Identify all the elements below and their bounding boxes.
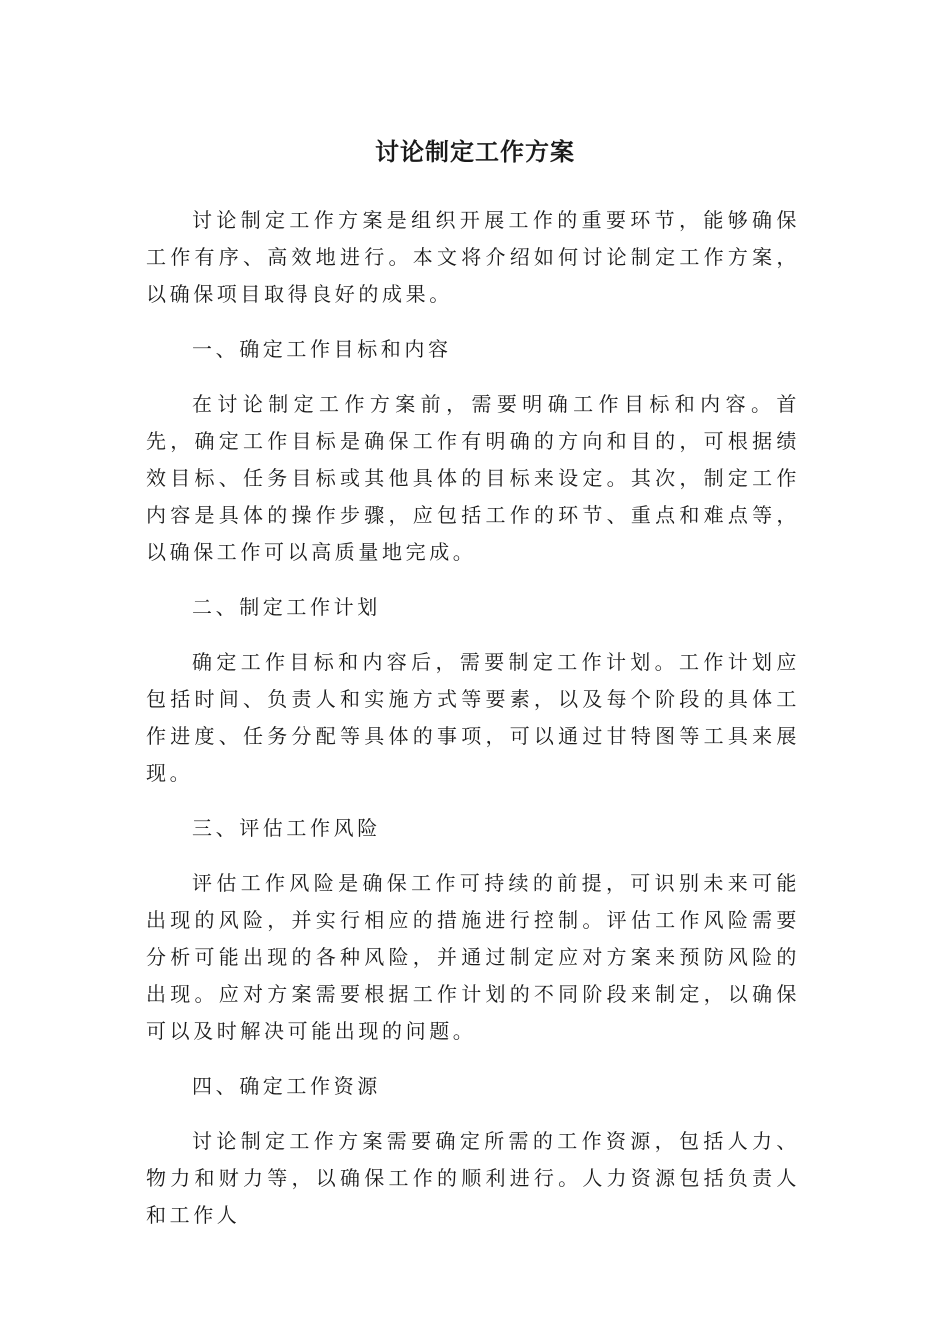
document-body — [146, 202, 800, 1252]
section-heading-2: 二、制定工作计划 — [192, 595, 381, 619]
document-title: 讨论制定工作方案 — [375, 138, 575, 166]
section-paragraph-4: 讨论制定工作方案需要确定所需的工作资源，包括人力、物力和财力等，以确保工作的顺利进行。人力资源包括负责人和工作人 — [146, 1129, 800, 1227]
intro-paragraph: 讨论制定工作方案是组织开展工作的重要环节，能够确保工作有序、高效地进行。本文将介绍如何讨论制定工作方案，以确保项目取得良好的成果。 — [146, 208, 800, 306]
section-heading-4: 四、确定工作资源 — [192, 1074, 381, 1098]
section-paragraph-2: 确定工作目标和内容后，需要制定工作计划。工作计划应包括时间、负责人和实施方式等要素，以及每个阶段的具体工作进度、任务分配等具体的事项，可以通过甘特图等工具来展现。 — [146, 650, 800, 785]
section-heading-1: 一、确定工作目标和内容 — [192, 337, 452, 361]
section-paragraph-3: 评估工作风险是确保工作可持续的前提，可识别未来可能出现的风险，并实行相应的措施进行控制。评估工作风险需要分析可能出现的各种风险，并通过制定应对方案来预防风险的出现。应对方案需要根据工作计划的不同阶段来制定，以确保可以及时解决可能出现的问题。 — [146, 871, 800, 1043]
section-paragraph-1: 在讨论制定工作方案前，需要明确工作目标和内容。首先，确定工作目标是确保工作有明确的方向和目的，可根据绩效目标、任务目标或其他具体的目标来设定。其次，制定工作内容是具体的操作步骤，应包括工作的环节、重点和难点等，以确保工作可以高质量地完成。 — [146, 392, 800, 564]
section-heading-3: 三、评估工作风险 — [192, 816, 381, 840]
